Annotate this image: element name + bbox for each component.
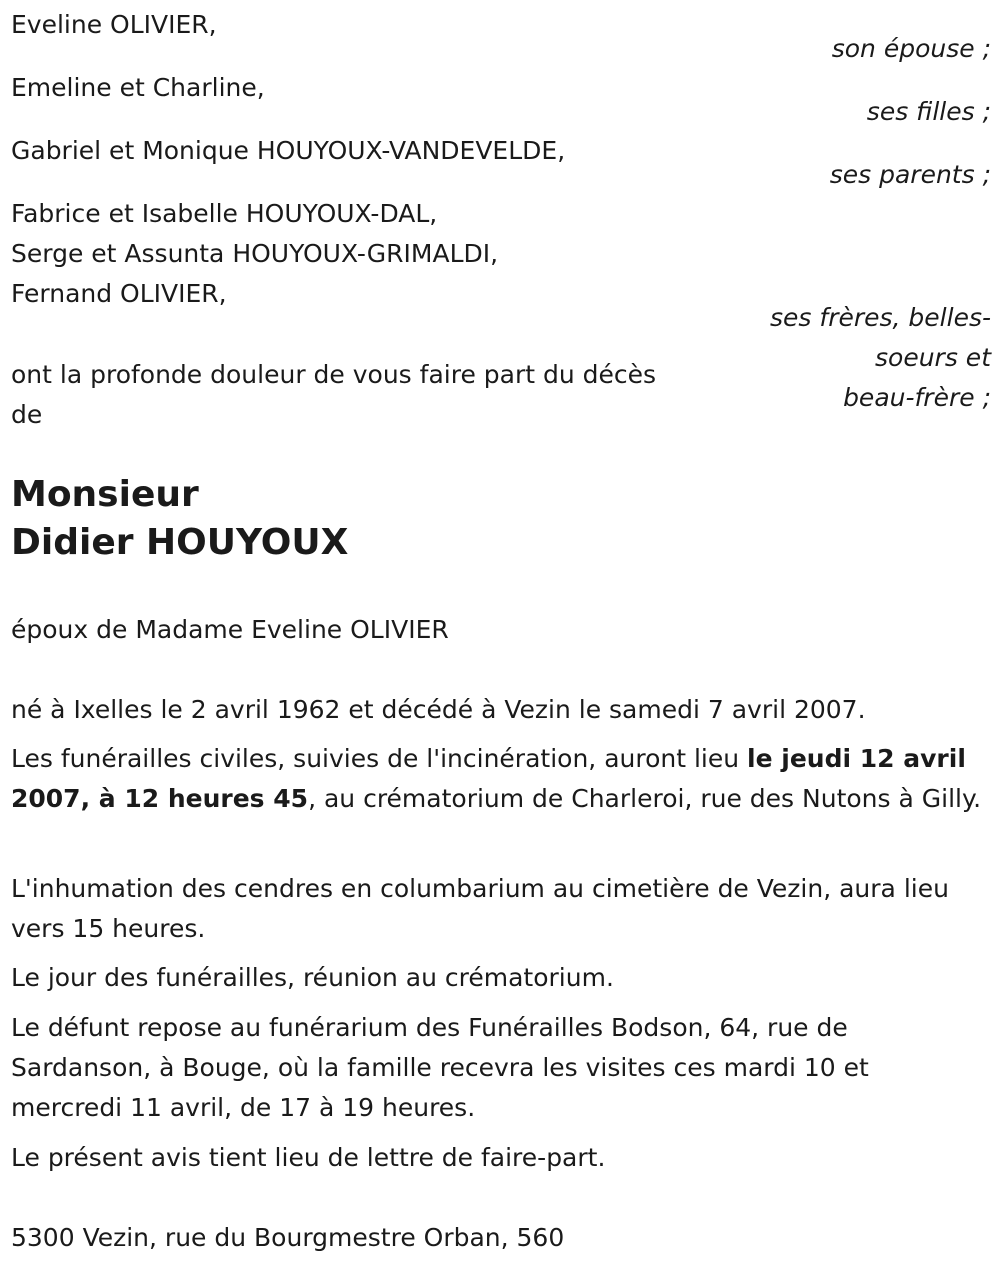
- funeral-date-time: le jeudi 12 avril 2007, à 12 heures 45: [11, 744, 966, 813]
- mourner-name-fernand: Fernand OLIVIER,: [11, 279, 227, 308]
- relation-daughters: ses filles ;: [866, 97, 991, 126]
- mourner-name-fabrice-isabelle: Fabrice et Isabelle HOUYOUX-DAL,: [11, 199, 438, 228]
- relation-siblings-line-2: soeurs et: [875, 343, 991, 372]
- visitation-paragraph: Le défunt repose au funérarium des Funérailles Bodson, 64, rue de Sardanson, à Bouge, où la famille recevra les visites ces mardi 10 et mercredi 11 avril, de 17 à 19 heures.: [11, 1013, 869, 1122]
- relation-parents: ses parents ;: [829, 160, 991, 189]
- mourner-name-serge-assunta: Serge et Assunta HOUYOUX-GRIMALDI,: [11, 239, 499, 268]
- notice-paragraph: Le présent avis tient lieu de lettre de faire-part.: [11, 1143, 606, 1172]
- obituary-notice: [11, 0, 991, 1273]
- funeral-text-before: Les funérailles civiles, suivies de l'incinération, auront lieu: [11, 744, 748, 773]
- mourner-name-eveline: Eveline OLIVIER,: [11, 10, 217, 39]
- mourner-name-daughters: Emeline et Charline,: [11, 73, 265, 102]
- announcement-line-1: ont la profonde douleur de vous faire part du décès: [11, 360, 657, 389]
- mourner-name-parents: Gabriel et Monique HOUYOUX-VANDEVELDE,: [11, 136, 566, 165]
- spouse-line: époux de Madame Eveline OLIVIER: [11, 615, 449, 644]
- relation-spouse: son épouse ;: [831, 34, 991, 63]
- relation-siblings-line-1: ses frères, belles-: [770, 303, 991, 332]
- deceased-title: Monsieur: [11, 474, 199, 515]
- birth-death-line: né à Ixelles le 2 avril 1962 et décédé à Vezin le samedi 7 avril 2007.: [11, 695, 866, 724]
- reunion-paragraph: Le jour des funérailles, réunion au crématorium.: [11, 963, 614, 992]
- deceased-name: Didier HOUYOUX: [11, 522, 349, 563]
- inhumation-paragraph: L'inhumation des cendres en columbarium au cimetière de Vezin, aura lieu vers 15 heures.: [11, 874, 949, 943]
- relation-siblings-line-3: beau-frère ;: [843, 383, 991, 412]
- announcement-line-2: de: [11, 400, 43, 429]
- funeral-text-after: , au crématorium de Charleroi, rue des Nutons à Gilly.: [308, 784, 982, 813]
- address-line: 5300 Vezin, rue du Bourgmestre Orban, 560: [11, 1223, 565, 1252]
- funeral-paragraph: [11, 739, 986, 819]
